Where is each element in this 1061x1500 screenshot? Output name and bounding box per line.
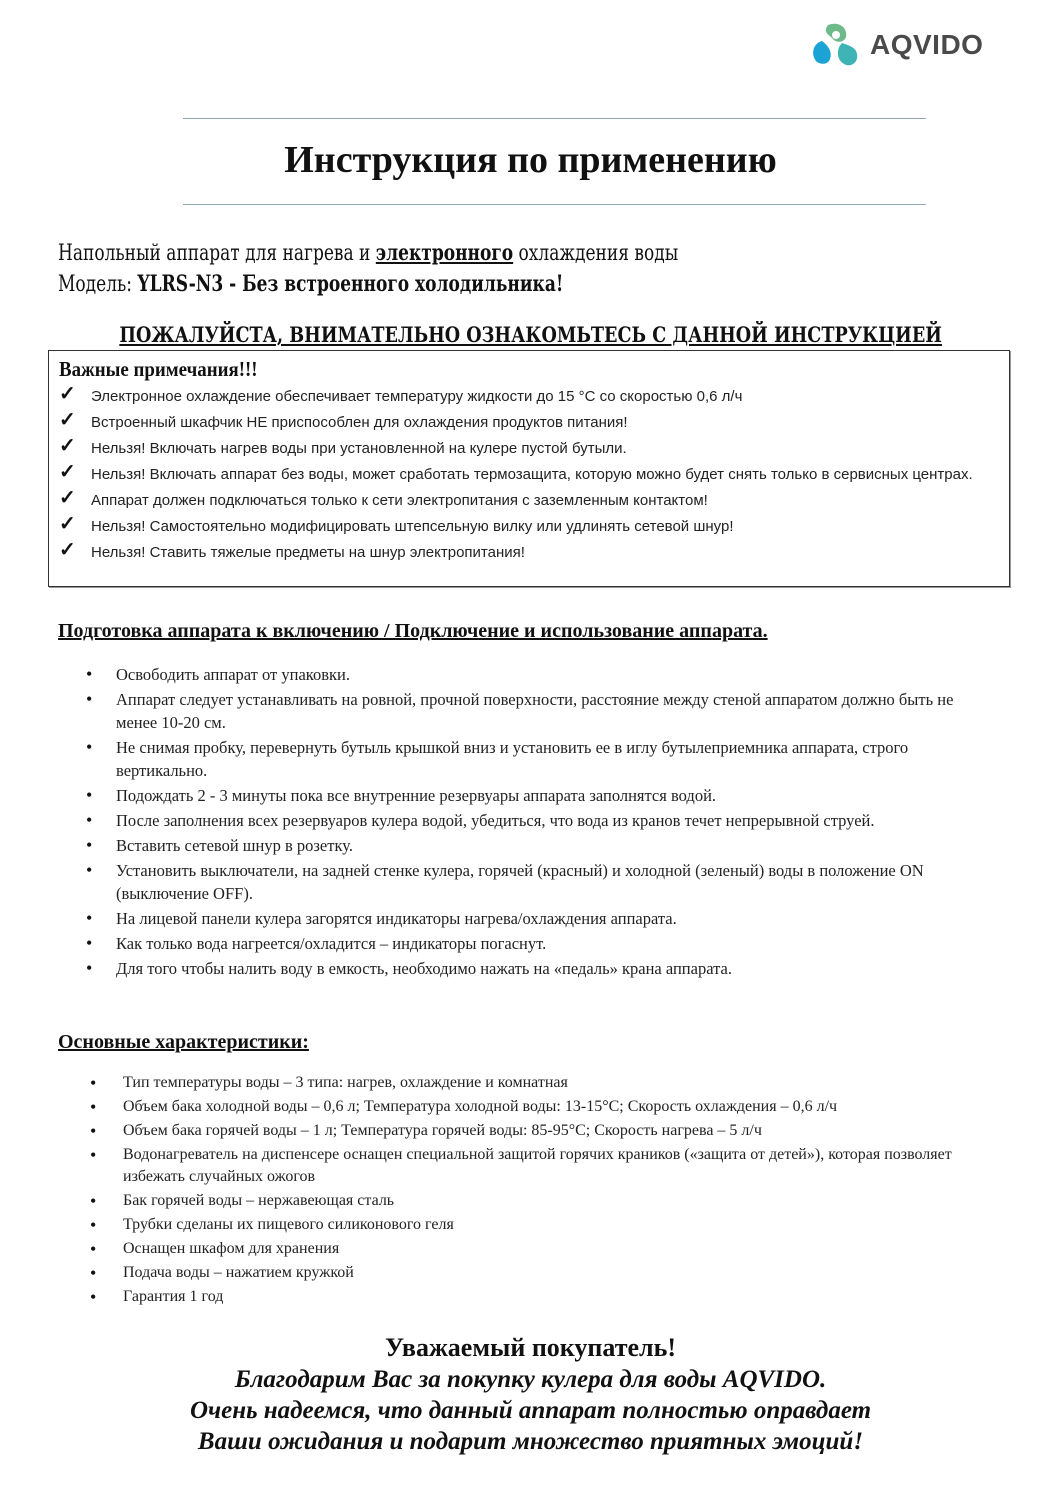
- preparation-item: • Для того чтобы налить воду в емкость, необходимо нажать на «педаль» крана аппарата.: [86, 957, 986, 980]
- checkmark-icon: ✓: [59, 461, 76, 483]
- checkmark-icon: ✓: [59, 409, 76, 431]
- notes-title: Важные примечания!!!: [59, 357, 258, 381]
- note-item: ✓ Нельзя! Самостоятельно модифицировать штепсельную вилку или удлинять сетевой шнур!: [59, 513, 734, 535]
- spec-item: • Объем бака горячей воды – 1 л; Температура горячей воды: 85-95°С; Скорость нагрева – 5 л/ч: [90, 1120, 1000, 1142]
- checkmark-icon: ✓: [59, 539, 76, 561]
- please-read-text: ПОЖАЛУЙСТА, ВНИМАТЕЛЬНО ОЗНАКОМЬТЕСЬ С ДАННОЙ ИНСТРУКЦИЕЙ: [119, 322, 942, 347]
- preparation-item: • Не снимая пробку, перевернуть бутыль крышкой вниз и установить ее в иглу бутылеприемника аппарата, строго вертикально.: [86, 736, 986, 782]
- preparation-item: • Как только вода нагреется/охладится – индикаторы погаснут.: [86, 932, 986, 955]
- important-notes-box: [48, 350, 1010, 587]
- spec-item: • Тип температуры воды – 3 типа: нагрев, охлаждение и комнатная: [90, 1072, 1000, 1094]
- specs-list: [90, 1072, 1000, 1310]
- closing-line: Очень надеемся, что данный аппарат полностью оправдает: [189, 1397, 872, 1424]
- bottom-rule: [183, 204, 926, 205]
- closing-message: [0, 1332, 1061, 1457]
- spec-item: • Гарантия 1 год: [90, 1286, 1000, 1308]
- preparation-item: • Освободить аппарат от упаковки.: [86, 663, 986, 686]
- subtitle-pre: Напольный аппарат для нагрева и: [58, 241, 376, 266]
- water-drops-icon: [808, 21, 860, 69]
- document-title: Инструкция по применению: [284, 139, 777, 181]
- spec-item: • Водонагреватель на диспенсере оснащен специальной защитой горячих краников («защита от детей»), которая позволяет избежать случайных ожогов: [90, 1144, 1000, 1188]
- preparation-item: • Аппарат следует устанавливать на ровной, прочной поверхности, расстояние между стеной аппаратом должно быть не менее 10-20 см.: [86, 688, 986, 734]
- notes-list: [59, 383, 999, 569]
- preparation-item: • Вставить сетевой шнур в розетку.: [86, 834, 986, 857]
- subtitle-post: охлаждения воды: [513, 241, 679, 266]
- spec-item: • Трубки сделаны их пищевого силиконового геля: [90, 1214, 1000, 1236]
- model-label: Модель:: [58, 272, 138, 297]
- preparation-item: • После заполнения всех резервуаров кулера водой, убедиться, что вода из кранов течет непрерывной струей.: [86, 809, 986, 832]
- read-instructions-banner: [0, 322, 1061, 347]
- preparation-item: • Установить выключатели, на задней стенке кулера, горячей (красный) и холодной (зеленый) воды в положение ON (выключение OFF).: [86, 859, 986, 905]
- checkmark-icon: ✓: [59, 435, 76, 457]
- aqvido-logo: [808, 20, 1008, 70]
- checkmark-icon: ✓: [59, 487, 76, 509]
- spec-item: • Бак горячей воды – нержавеющая сталь: [90, 1190, 1000, 1212]
- note-item: ✓ Аппарат должен подключаться только к сети электропитания с заземленным контактом!: [59, 487, 708, 509]
- preparation-item: • На лицевой панели кулера загорятся индикаторы нагрева/охлаждения аппарата.: [86, 907, 986, 930]
- closing-line: Ваши ожидания и подарит множество приятных эмоций!: [197, 1428, 864, 1455]
- product-description: [58, 238, 678, 300]
- closing-line: Благодарим Вас за покупку кулера для воды AQVIDO.: [234, 1366, 827, 1393]
- specs-heading: Основные характеристики:: [58, 1031, 309, 1053]
- note-item: ✓ Нельзя! Ставить тяжелые предметы на шнур электропитания!: [59, 539, 525, 561]
- model-value: YLRS-N3 - Без встроенного холодильника!: [137, 271, 564, 297]
- spec-item: • Оснащен шкафом для хранения: [90, 1238, 1000, 1260]
- note-item: ✓ Нельзя! Включать нагрев воды при установленной на кулере пустой бутыли.: [59, 435, 627, 457]
- preparation-item: • Подождать 2 - 3 минуты пока все внутренние резервуары аппарата заполнятся водой.: [86, 784, 986, 807]
- spec-item: • Объем бака холодной воды – 0,6 л; Температура холодной воды: 13-15°С; Скорость охлаждения – 0,6 л/ч: [90, 1096, 1000, 1118]
- checkmark-icon: ✓: [59, 513, 76, 535]
- note-item: ✓ Электронное охлаждение обеспечивает температуру жидкости до 15 °С со скоростью 0,6 л/ч: [59, 383, 743, 405]
- brand-name: AQVIDO: [870, 29, 984, 60]
- preparation-list: [86, 663, 986, 982]
- preparation-heading: Подготовка аппарата к включению / Подключение и использование аппарата.: [58, 620, 768, 642]
- top-rule: [183, 118, 926, 119]
- spec-item: • Подача воды – нажатием кружкой: [90, 1262, 1000, 1284]
- note-item: ✓ Встроенный шкафчик НЕ приспособлен для охлаждения продуктов питания!: [59, 409, 628, 431]
- checkmark-icon: ✓: [59, 383, 76, 405]
- subtitle-emphasis: электронного: [375, 240, 514, 266]
- closing-greeting: Уважаемый покупатель!: [384, 1333, 677, 1362]
- note-item: ✓ Нельзя! Включать аппарат без воды, может сработать термозащита, которую можно будет снять только в сервисных центрах.: [59, 461, 973, 483]
